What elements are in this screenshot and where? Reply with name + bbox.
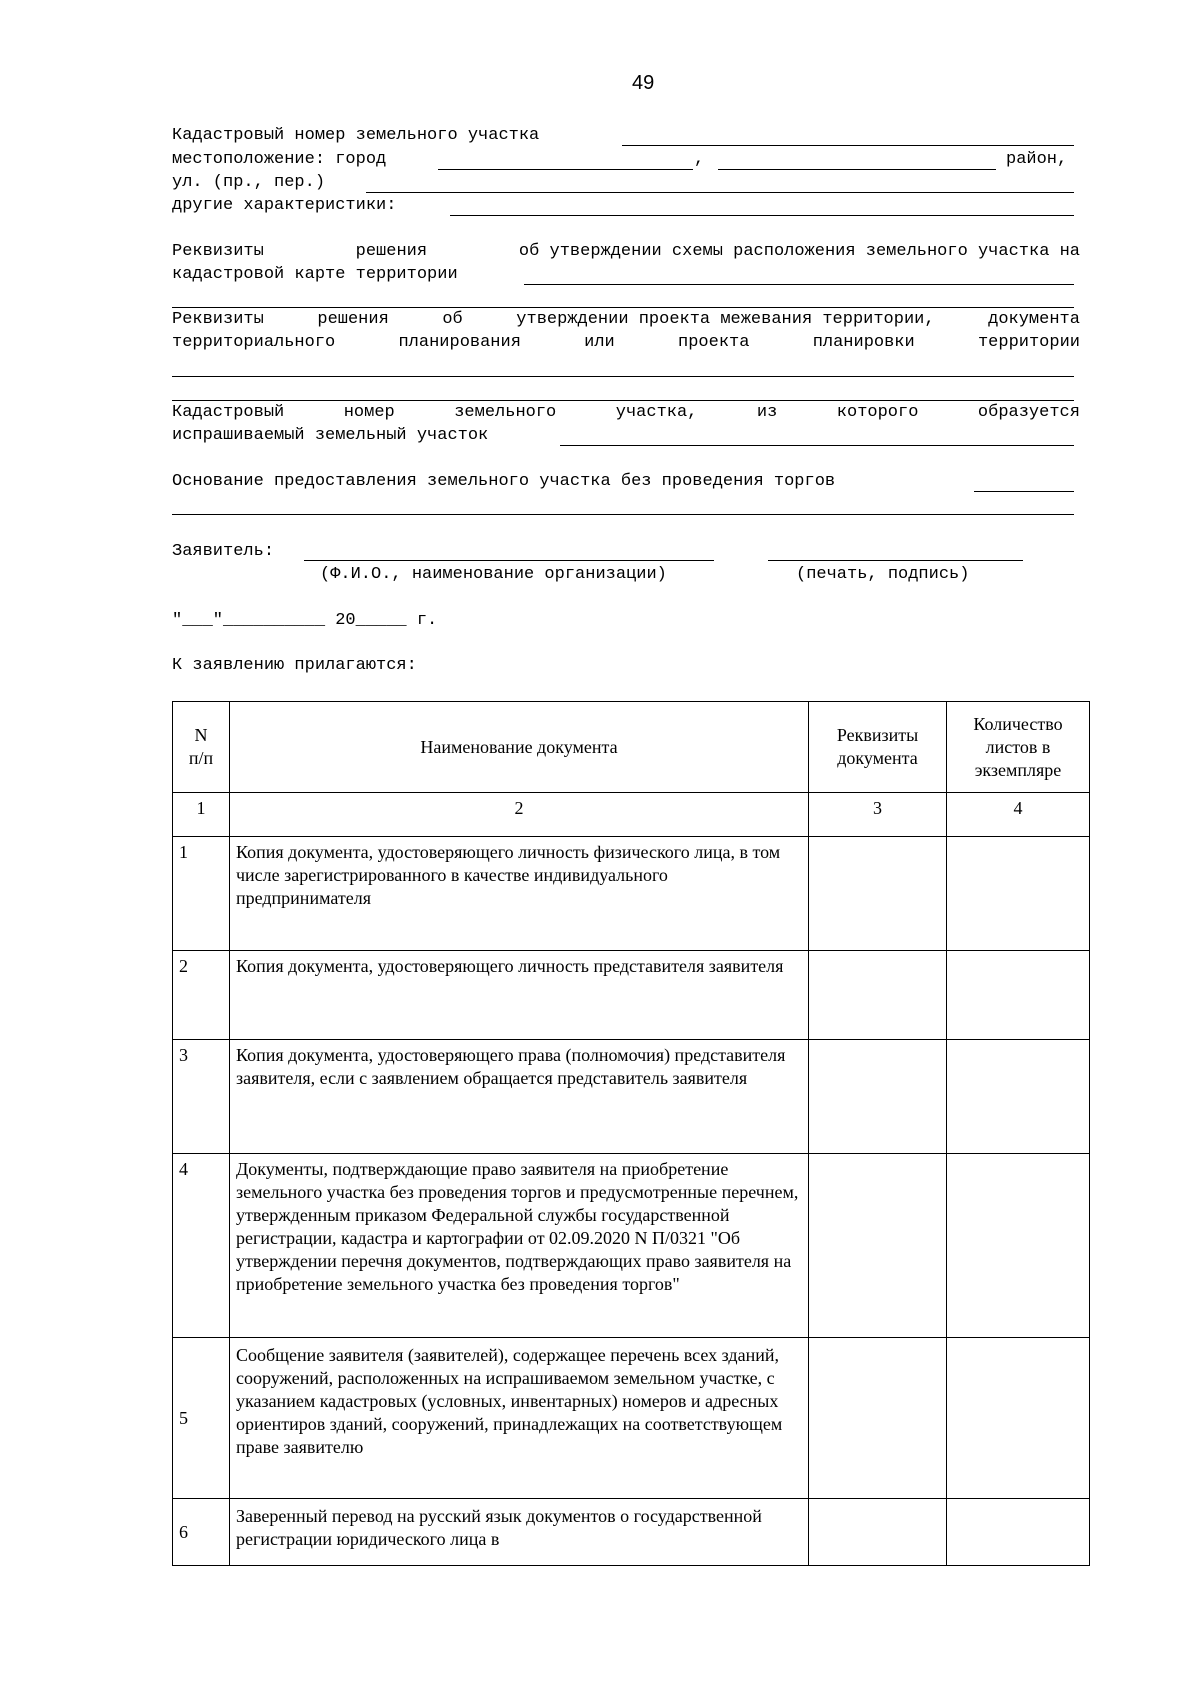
signature-caption: (печать, подпись) <box>796 565 970 584</box>
source-word: Кадастровый <box>172 403 285 422</box>
table-row <box>173 951 1090 1040</box>
survey-word: об <box>442 310 463 329</box>
source-parcel-line1 <box>172 403 1080 422</box>
cadastral-number-field[interactable] <box>622 145 1074 146</box>
row-document-name: Документы, подтверждающие право заявителя на приобретение земельного участка без проведения торгов и предусмотренные перечнем, утвержденным приказом Федеральной службы государственной регистрации, кадастра и картографии от 02.09.2020 N П/0321 "Об утверждении перечня документов, подтверждающих право заявителя на приобретение земельного участка без проведения торгов" <box>230 1154 809 1338</box>
survey-word: планировки <box>812 333 915 352</box>
survey-word: проекта <box>678 333 750 352</box>
cadastral-number-label: Кадастровый номер земельного участка <box>172 126 540 145</box>
survey-word: утверждении проекта межевания территории, <box>516 310 935 329</box>
row-details-cell[interactable] <box>809 837 947 951</box>
table-column-numbers-row <box>173 793 1090 837</box>
basis-field-2[interactable] <box>172 514 1074 515</box>
source-word: земельного <box>454 403 557 422</box>
city-field[interactable] <box>438 169 693 170</box>
survey-word: документа <box>988 310 1080 329</box>
attachments-table <box>172 701 1090 1566</box>
table-header-row <box>173 702 1090 793</box>
row-details-cell[interactable] <box>809 1154 947 1338</box>
row-sheet-count-cell[interactable] <box>947 837 1090 951</box>
applicant-signature-field[interactable] <box>768 560 1023 561</box>
source-word: номер <box>343 403 395 422</box>
basis-field[interactable] <box>974 491 1074 492</box>
scheme-word: решения <box>355 242 428 261</box>
table-row <box>173 1338 1090 1499</box>
row-sheet-count-cell[interactable] <box>947 1499 1090 1566</box>
row-document-name: Копия документа, удостоверяющего права (полномочия) представителя заявителя, если с заявлением обращается представитель заявителя <box>230 1040 809 1154</box>
attachments-label: К заявлению прилагаются: <box>172 656 417 675</box>
header-details: Реквизиты документа <box>809 702 947 793</box>
survey-word: Реквизиты <box>172 310 264 329</box>
scheme-decision-line2: кадастровой карте территории <box>172 265 458 284</box>
survey-project-line2 <box>172 333 1080 352</box>
row-number: 4 <box>173 1154 230 1338</box>
row-document-name: Копия документа, удостоверяющего личность физического лица, в том числе зарегистрированного в качестве индивидуального предпринимателя <box>230 837 809 951</box>
page-number: 49 <box>632 72 655 94</box>
row-details-cell[interactable] <box>809 1499 947 1566</box>
source-word: участка, <box>615 403 698 422</box>
survey-project-line1 <box>172 310 1080 329</box>
date-line: "___"__________ 20_____ г. <box>172 611 438 630</box>
column-number: 2 <box>230 793 809 837</box>
table-row <box>173 1154 1090 1338</box>
scheme-decision-field[interactable] <box>524 284 1074 285</box>
table-row <box>173 837 1090 951</box>
district-field[interactable] <box>718 169 996 170</box>
row-number: 2 <box>173 951 230 1040</box>
survey-word: решения <box>317 310 389 329</box>
survey-project-field[interactable] <box>172 376 1074 377</box>
header-sheet-count: Количество листов в экземпляре <box>947 702 1090 793</box>
other-characteristics-field[interactable] <box>450 215 1074 216</box>
row-number: 6 <box>173 1499 230 1566</box>
location-comma: , <box>694 150 705 169</box>
source-parcel-line2: испрашиваемый земельный участок <box>172 426 489 445</box>
location-label: местоположение: город <box>172 150 387 169</box>
table-row <box>173 1499 1090 1566</box>
source-word: образуется <box>977 403 1080 422</box>
survey-word: территориального <box>172 333 336 352</box>
source-word: из <box>756 403 778 422</box>
row-number: 3 <box>173 1040 230 1154</box>
column-number: 3 <box>809 793 947 837</box>
survey-word: планирования <box>398 333 521 352</box>
row-sheet-count-cell[interactable] <box>947 951 1090 1040</box>
row-sheet-count-cell[interactable] <box>947 1040 1090 1154</box>
row-number: 5 <box>173 1338 230 1499</box>
survey-project-field-2[interactable] <box>172 400 1074 401</box>
scheme-decision-field-2[interactable] <box>172 307 1074 308</box>
row-details-cell[interactable] <box>809 1338 947 1499</box>
row-sheet-count-cell[interactable] <box>947 1154 1090 1338</box>
source-parcel-field[interactable] <box>560 445 1074 446</box>
street-label: ул. (пр., пер.) <box>172 173 326 192</box>
row-details-cell[interactable] <box>809 951 947 1040</box>
header-document-name: Наименование документа <box>230 702 809 793</box>
row-document-name: Копия документа, удостоверяющего личность представителя заявителя <box>230 951 809 1040</box>
applicant-name-field[interactable] <box>304 560 714 561</box>
applicant-label: Заявитель: <box>172 542 275 561</box>
scheme-word: об утверждении схемы расположения земельного участка на <box>518 242 1080 261</box>
row-sheet-count-cell[interactable] <box>947 1338 1090 1499</box>
scheme-decision-line1 <box>172 242 1080 261</box>
table-row <box>173 1040 1090 1154</box>
header-number: N п/п <box>173 702 230 793</box>
source-word: которого <box>836 403 919 422</box>
row-details-cell[interactable] <box>809 1040 947 1154</box>
basis-label: Основание предоставления земельного участка без проведения торгов <box>172 472 836 491</box>
street-field[interactable] <box>366 192 1074 193</box>
other-characteristics-label: другие характеристики: <box>172 196 397 215</box>
row-document-name: Сообщение заявителя (заявителей), содержащее перечень всех зданий, сооружений, расположенных на испрашиваемом земельном участке, с указанием кадастровых (условных, инвентарных) номеров и адресных ориентиров зданий, сооружений, принадлежащих на соответствующем праве заявителю <box>230 1338 809 1499</box>
district-label: район, <box>1006 150 1068 169</box>
scheme-word: Реквизиты <box>172 242 264 261</box>
survey-word: или <box>584 333 615 352</box>
column-number: 1 <box>173 793 230 837</box>
survey-word: территории <box>977 333 1080 352</box>
column-number: 4 <box>947 793 1090 837</box>
row-number: 1 <box>173 837 230 951</box>
row-document-name: Заверенный перевод на русский язык документов о государственной регистрации юридического лица в <box>230 1499 809 1566</box>
name-caption: (Ф.И.О., наименование организации) <box>320 565 667 584</box>
